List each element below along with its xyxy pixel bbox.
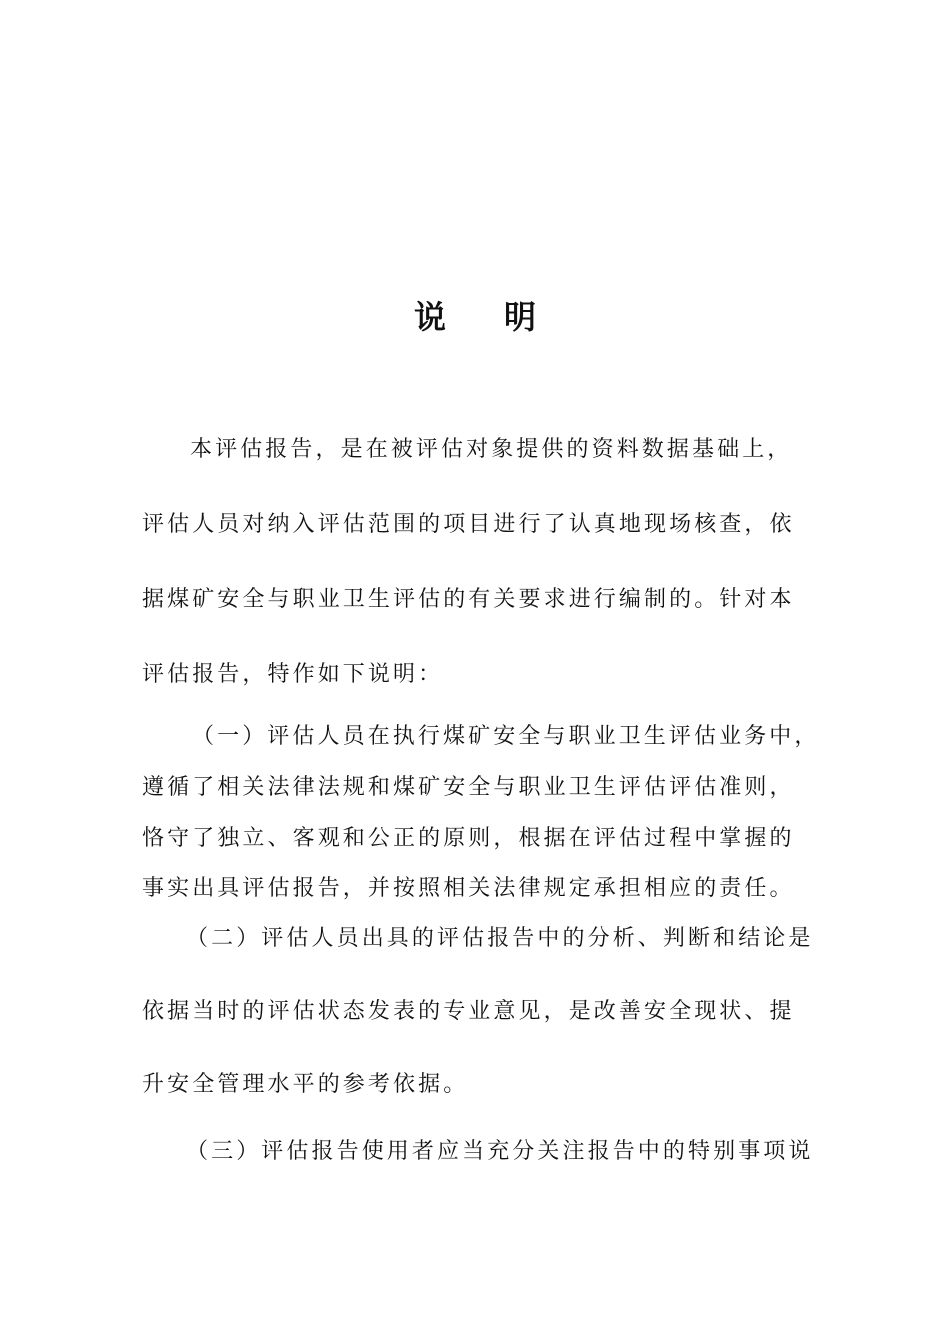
- paragraph-intro-line-2: 评估人员对纳入评估范围的项目进行了认真地现场核查，依: [142, 512, 795, 537]
- item-1-line-4: 事实出具评估报告，并按照相关法律规定承担相应的责任。: [142, 876, 795, 901]
- title-char-1: 说: [413, 298, 446, 336]
- title-char-2: 明: [504, 298, 537, 336]
- item-2-line-2: 依据当时的评估状态发表的专业意见，是改善安全现状、提: [142, 999, 795, 1024]
- item-1-line-3: 恪守了独立、客观和公正的原则，根据在评估过程中掌握的: [142, 826, 795, 851]
- item-1-line-2: 遵循了相关法律法规和煤矿安全与职业卫生评估评估准则，: [142, 775, 795, 800]
- item-3-line-1: （三）评估报告使用者应当充分关注报告中的特别事项说: [186, 1139, 814, 1164]
- item-1-line-1: （一）评估人员在执行煤矿安全与职业卫生评估业务中，: [192, 724, 820, 749]
- item-2-line-3: 升安全管理水平的参考依据。: [142, 1072, 469, 1097]
- item-2-line-1: （二）评估人员出具的评估报告中的分析、判断和结论是: [186, 926, 814, 951]
- paragraph-intro-line-4: 评估报告，特作如下说明：: [142, 662, 444, 687]
- paragraph-intro-line-3: 据煤矿安全与职业卫生评估的有关要求进行编制的。针对本: [142, 587, 795, 612]
- page-title: [0, 292, 950, 342]
- paragraph-intro-line-1: 本评估报告，是在被评估对象提供的资料数据基础上，: [190, 437, 793, 462]
